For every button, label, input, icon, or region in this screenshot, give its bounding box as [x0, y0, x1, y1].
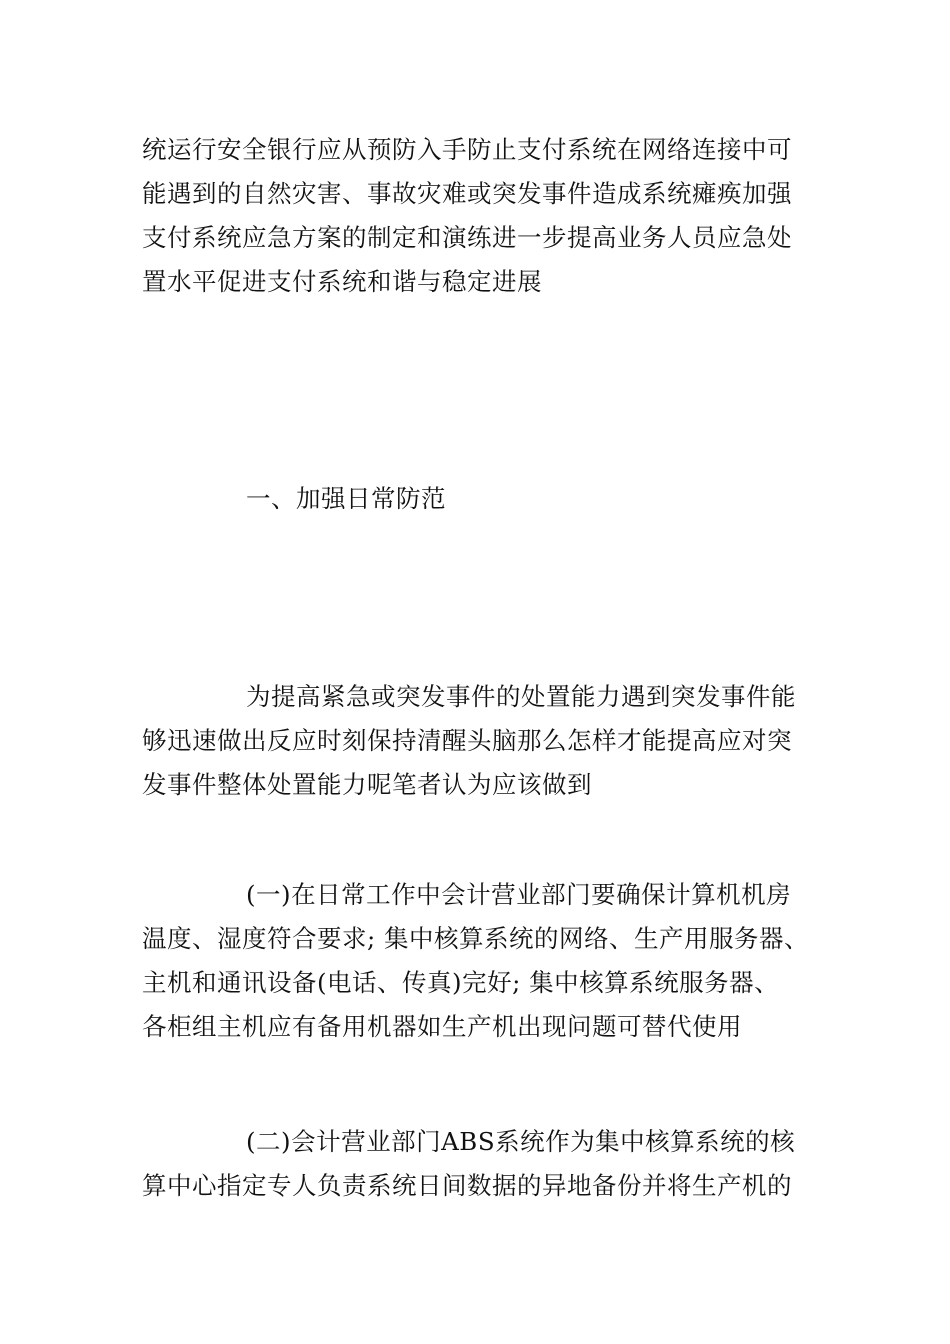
paragraph-line: 温度、湿度符合要求; 集中核算系统的网络、生产用服务器、: [142, 924, 810, 953]
paragraph-line: 够迅速做出反应时刻保持清醒头脑那么怎样才能提高应对突: [142, 726, 792, 755]
paragraph-line: (二)会计营业部门ABS系统作为集中核算系统的核: [246, 1127, 796, 1156]
paragraph-line: 统运行安全银行应从预防入手防止支付系统在网络连接中可: [142, 135, 792, 164]
paragraph-line: 能遇到的自然灾害、事故灾难或突发事件造成系统瘫痪加强: [142, 179, 792, 208]
paragraph-line: 发事件整体处置能力呢笔者认为应该做到: [142, 770, 592, 799]
paragraph-line: 主机和通讯设备(电话、传真)完好; 集中核算系统服务器、: [142, 968, 780, 997]
paragraph-line: (一)在日常工作中会计营业部门要确保计算机机房: [246, 880, 792, 909]
paragraph-line: 算中心指定专人负责系统日间数据的异地备份并将生产机的: [142, 1171, 792, 1200]
paragraph-line: 为提高紧急或突发事件的处置能力遇到突发事件能: [246, 682, 796, 711]
section-heading: 一、加强日常防范: [246, 484, 446, 513]
paragraph-line: 置水平促进支付系统和谐与稳定进展: [142, 267, 542, 296]
paragraph-3: [142, 1120, 832, 1208]
paragraph-line: 各柜组主机应有备用机器如生产机出现问题可替代使用: [142, 1012, 742, 1041]
paragraph-2: [142, 873, 832, 1049]
paragraph-1: [142, 675, 832, 807]
paragraph-line: 支付系统应急方案的制定和演练进一步提高业务人员应急处: [142, 223, 792, 252]
intro-paragraph: [142, 128, 832, 304]
